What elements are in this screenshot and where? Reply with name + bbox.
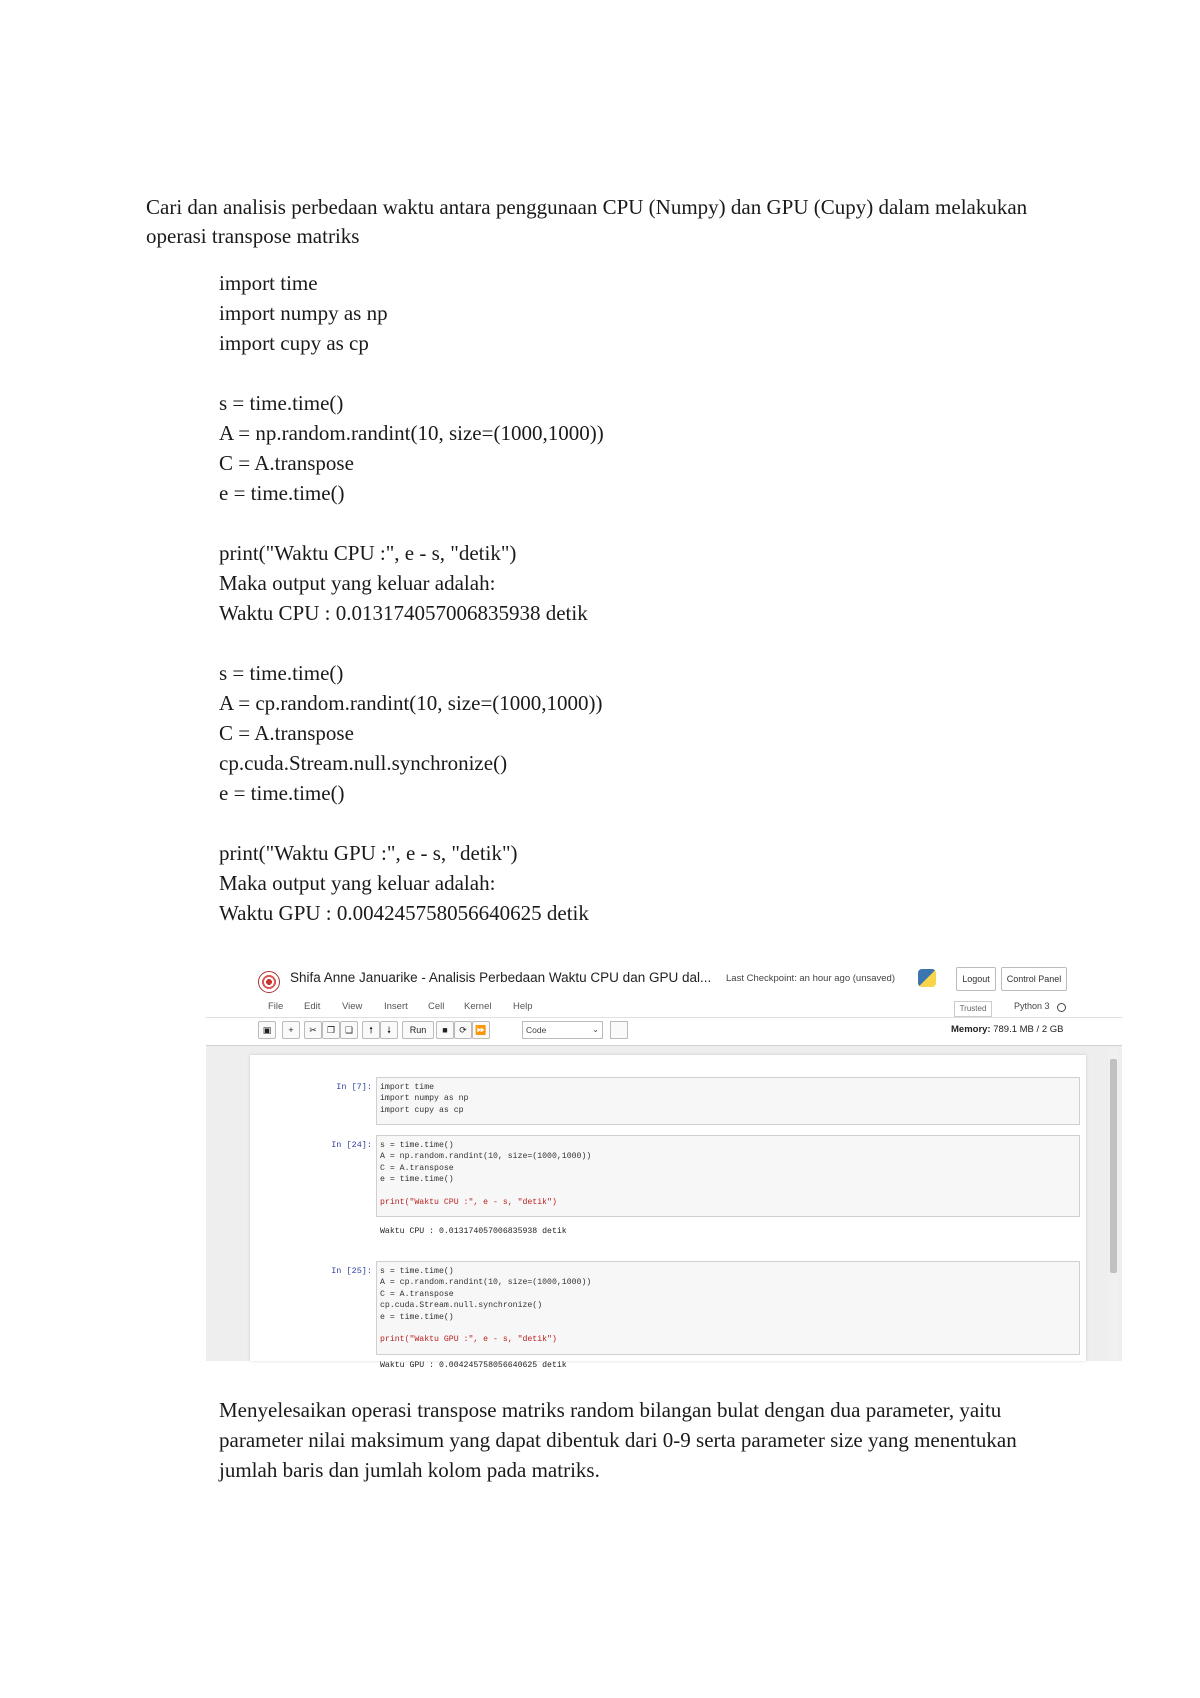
code-listing — [219, 268, 604, 928]
code-line: cp.cuda.Stream.null.synchronize() — [380, 1301, 543, 1311]
code-line: print("Waktu GPU :", e - s, "detik") — [380, 1335, 557, 1345]
notebook-cell[interactable] — [290, 1261, 1070, 1370]
trusted-badge[interactable]: Trusted — [954, 1001, 992, 1017]
code-line: A = np.random.randint(10, size=(1000,1000)) — [219, 421, 604, 445]
cell-prompt: In [24]: — [331, 1140, 372, 1150]
scrollbar-thumb[interactable] — [1110, 1059, 1117, 1273]
run-label: Run — [409, 1025, 427, 1035]
notebook-title[interactable]: Shifa Anne Januarike - Analisis Perbedaan Waktu CPU dan GPU dal... — [290, 970, 712, 985]
memory-indicator — [951, 1024, 1063, 1035]
kernel-status-icon — [1057, 1003, 1066, 1012]
menu-view[interactable]: View — [342, 1001, 363, 1012]
code-line: cp.cuda.Stream.null.synchronize() — [219, 751, 508, 775]
code-line: Maka output yang keluar adalah: — [219, 571, 496, 595]
add-cell-icon[interactable]: + — [282, 1021, 300, 1039]
code-line: C = A.transpose — [219, 451, 354, 475]
move-down-icon[interactable]: 🠗 — [380, 1021, 398, 1039]
copy-icon[interactable]: ❐ — [322, 1021, 340, 1039]
jupyter-screenshot — [206, 963, 1122, 1370]
code-line: A = np.random.randint(10, size=(1000,1000)) — [380, 1152, 592, 1162]
code-line: C = A.transpose — [380, 1289, 454, 1299]
menu-edit[interactable]: Edit — [304, 1001, 321, 1012]
code-line: print("Waktu CPU :", e - s, "detik") — [219, 541, 517, 565]
code-line: s = time.time() — [380, 1267, 454, 1276]
closing-paragraph: Menyelesaikan operasi transpose matriks random bilangan bulat dengan dua parameter, yaitu parameter nilai maksimum yang dapat dibentuk dari 0-9 serta parameter size yang menentukan jumlah baris dan jumlah kolom pada matriks. — [219, 1398, 1017, 1482]
code-line — [219, 358, 604, 388]
notebook-cell[interactable] — [290, 1077, 1070, 1127]
memory-label: Memory: — [951, 1024, 991, 1035]
menu-insert[interactable]: Insert — [384, 1001, 408, 1012]
menu-help[interactable]: Help — [513, 1001, 533, 1012]
cell-input[interactable] — [376, 1135, 1080, 1217]
fast-forward-icon[interactable]: ⏩ — [472, 1021, 490, 1039]
cell-prompt: In [7]: — [336, 1082, 372, 1092]
code-line: import time — [380, 1083, 435, 1092]
code-line: print("Waktu CPU :", e - s, "detik") — [380, 1197, 557, 1207]
run-button[interactable] — [402, 1021, 434, 1039]
code-line: import numpy as np — [219, 301, 388, 325]
code-line: import time — [219, 271, 318, 295]
logout-button[interactable]: Logout — [956, 967, 996, 991]
code-line: import numpy as np — [380, 1094, 469, 1104]
code-line: C = A.transpose — [219, 721, 354, 745]
code-line — [219, 808, 604, 838]
notebook-cell[interactable] — [290, 1135, 1070, 1253]
kernel-name[interactable]: Python 3 — [1014, 1001, 1050, 1011]
code-line: e = time.time() — [380, 1312, 454, 1322]
cell-type-select[interactable] — [522, 1021, 603, 1039]
stop-icon[interactable]: ■ — [436, 1021, 454, 1039]
cell-type-value: Code — [526, 1025, 547, 1035]
code-line: print("Waktu GPU :", e - s, "detik") — [219, 841, 518, 865]
code-line: e = time.time() — [219, 781, 345, 805]
menu-kernel[interactable]: Kernel — [464, 1001, 492, 1012]
checkpoint-status: Last Checkpoint: an hour ago (unsaved) — [726, 973, 895, 984]
move-up-icon[interactable]: 🠕 — [362, 1021, 380, 1039]
python-logo-icon — [918, 969, 936, 987]
chevron-down-icon: ⌄ — [592, 1025, 599, 1034]
code-line: Waktu CPU : 0.013174057006835938 detik — [219, 601, 588, 625]
code-line: s = time.time() — [219, 391, 344, 415]
code-line: import cupy as cp — [380, 1105, 464, 1115]
cell-output: Waktu CPU : 0.013174057006835938 detik — [380, 1227, 567, 1236]
university-logo-icon — [258, 971, 280, 993]
cell-input[interactable] — [376, 1261, 1080, 1355]
control-panel-button[interactable]: Control Panel — [1001, 967, 1067, 991]
code-line: C = A.transpose — [380, 1163, 454, 1173]
code-line: s = time.time() — [219, 661, 344, 685]
code-line: s = time.time() — [380, 1141, 454, 1150]
paste-icon[interactable]: ❏ — [340, 1021, 358, 1039]
restart-icon[interactable]: ⟳ — [454, 1021, 472, 1039]
code-line: e = time.time() — [380, 1175, 454, 1185]
code-line: A = cp.random.randint(10, size=(1000,1000)) — [219, 691, 603, 715]
notebook-header — [206, 963, 1122, 1046]
cell-prompt: In [25]: — [331, 1266, 372, 1276]
code-line — [219, 508, 604, 538]
menu-file[interactable]: File — [268, 1001, 284, 1012]
code-line: Waktu GPU : 0.004245758056640625 detik — [219, 901, 589, 925]
memory-value: 789.1 MB / 2 GB — [993, 1024, 1064, 1035]
code-line: A = cp.random.randint(10, size=(1000,1000)) — [380, 1278, 592, 1288]
code-line: import cupy as cp — [219, 331, 369, 355]
cell-input[interactable] — [376, 1077, 1080, 1125]
code-line — [219, 628, 604, 658]
notebook-container — [250, 1055, 1086, 1370]
cell-output: Waktu GPU : 0.004245758056640625 detik — [380, 1361, 567, 1370]
keyboard-icon[interactable] — [610, 1021, 628, 1039]
intro-paragraph: Cari dan analisis perbedaan waktu antara penggunaan CPU (Numpy) dan GPU (Cupy) dalam melakukan operasi transpose matriks — [146, 195, 1028, 248]
code-line: Maka output yang keluar adalah: — [219, 871, 496, 895]
save-icon[interactable]: ▣ — [258, 1021, 276, 1039]
menu-cell[interactable]: Cell — [428, 1001, 445, 1012]
cut-icon[interactable]: ✂ — [304, 1021, 322, 1039]
code-line: e = time.time() — [219, 481, 345, 505]
